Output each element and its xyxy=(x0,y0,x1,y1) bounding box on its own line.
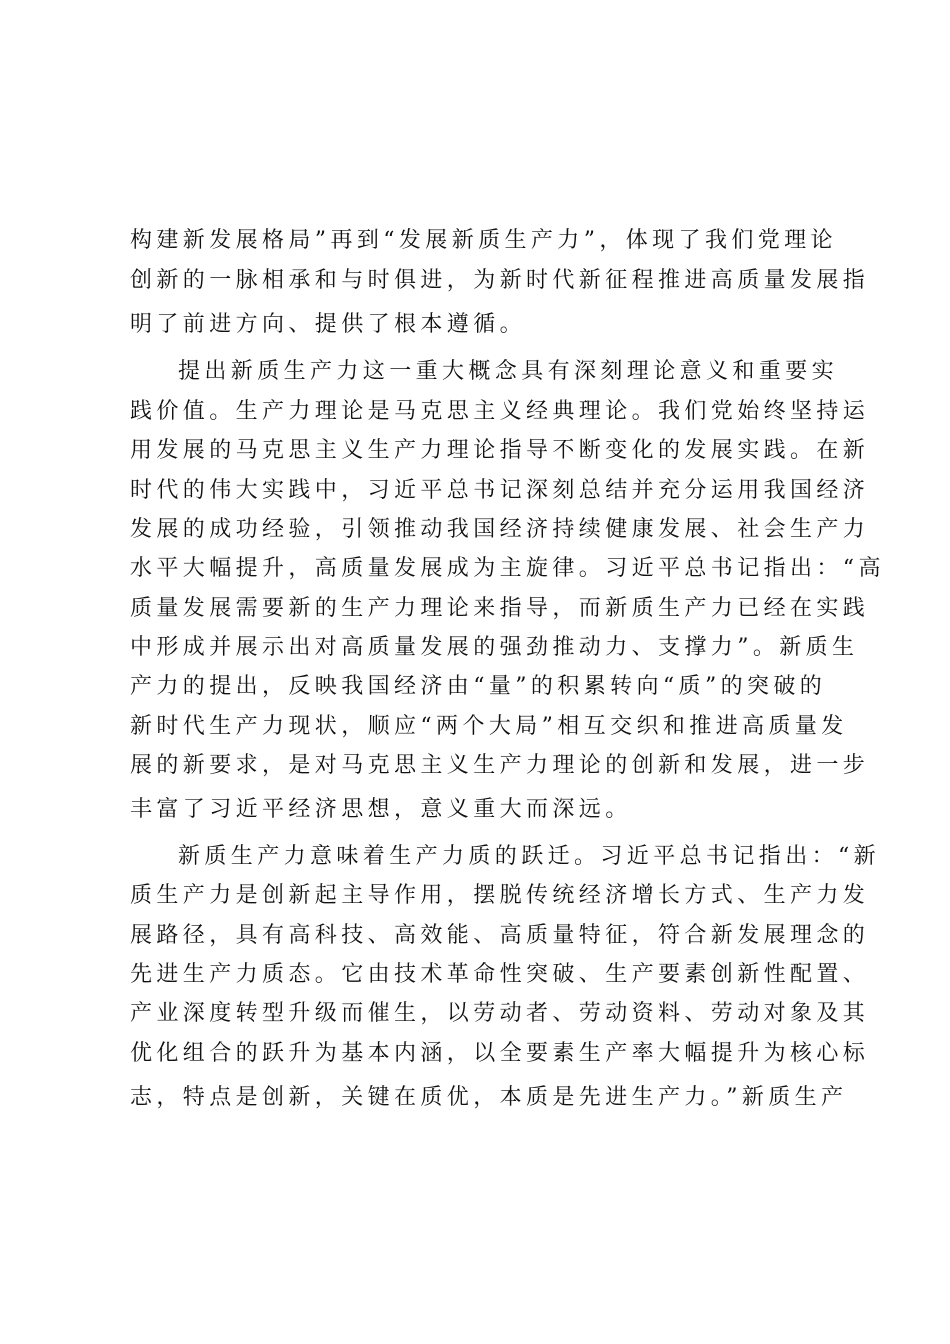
paragraph-line: 产力的提出，反映我国经济由“量”的积累转向“质”的突破的 xyxy=(130,674,827,699)
paragraph-line: 践价值。生产力理论是马克思主义经典理论。我们党始终坚持运 xyxy=(130,399,870,424)
paragraph-line: 丰富了习近平经济思想，意义重大而深远。 xyxy=(130,797,632,822)
paragraph-line: 质生产力是创新起主导作用，摆脱传统经济增长方式、生产力发 xyxy=(130,883,870,908)
paragraph-line: 提出新质生产力这一重大概念具有深刻理论意义和重要实 xyxy=(178,359,839,384)
paragraph-line: 志，特点是创新，关键在质优，本质是先进生产力。”新质生产 xyxy=(130,1085,848,1110)
paragraph-line: 新时代生产力现状，顺应“两个大局”相互交织和推进高质量发 xyxy=(130,714,848,739)
paragraph-line: 展路径，具有高科技、高效能、高质量特征，符合新发展理念的 xyxy=(130,923,870,948)
paragraph-line: 时代的伟大实践中，习近平总书记深刻总结并充分运用我国经济 xyxy=(130,478,870,503)
paragraph-line: 展的新要求，是对马克思主义生产力理论的创新和发展，进一步 xyxy=(130,753,870,778)
paragraph-line: 优化组合的跃升为基本内涵，以全要素生产率大幅提升为核心标 xyxy=(130,1041,870,1066)
paragraph-line: 创新的一脉相承和与时俱进，为新时代新征程推进高质量发展指 xyxy=(130,268,870,293)
paragraph-line: 水平大幅提升，高质量发展成为主旋律。习近平总书记指出：“高 xyxy=(130,556,885,581)
paragraph-line: 明了前进方向、提供了根本遵循。 xyxy=(130,312,527,337)
paragraph-line: 质量发展需要新的生产力理论来指导，而新质生产力已经在实践 xyxy=(130,596,870,621)
paragraph-line: 用发展的马克思主义生产力理论指导不断变化的发展实践。在新 xyxy=(130,438,870,463)
paragraph-line: 新质生产力意味着生产力质的跃迁。习近平总书记指出：“新 xyxy=(178,844,881,869)
paragraph-line: 发展的成功经验，引领推动我国经济持续健康发展、社会生产力 xyxy=(130,517,870,542)
paragraph-line: 中形成并展示出对高质量发展的强劲推动力、支撑力”。新质生 xyxy=(130,635,859,660)
paragraph-line: 先进生产力质态。它由技术革命性突破、生产要素创新性配置、 xyxy=(130,962,870,987)
paragraph-line: 构建新发展格局”再到“发展新质生产力”，体现了我们党理论 xyxy=(130,228,837,253)
paragraph-line: 产业深度转型升级而催生，以劳动者、劳动资料、劳动对象及其 xyxy=(130,1001,870,1026)
